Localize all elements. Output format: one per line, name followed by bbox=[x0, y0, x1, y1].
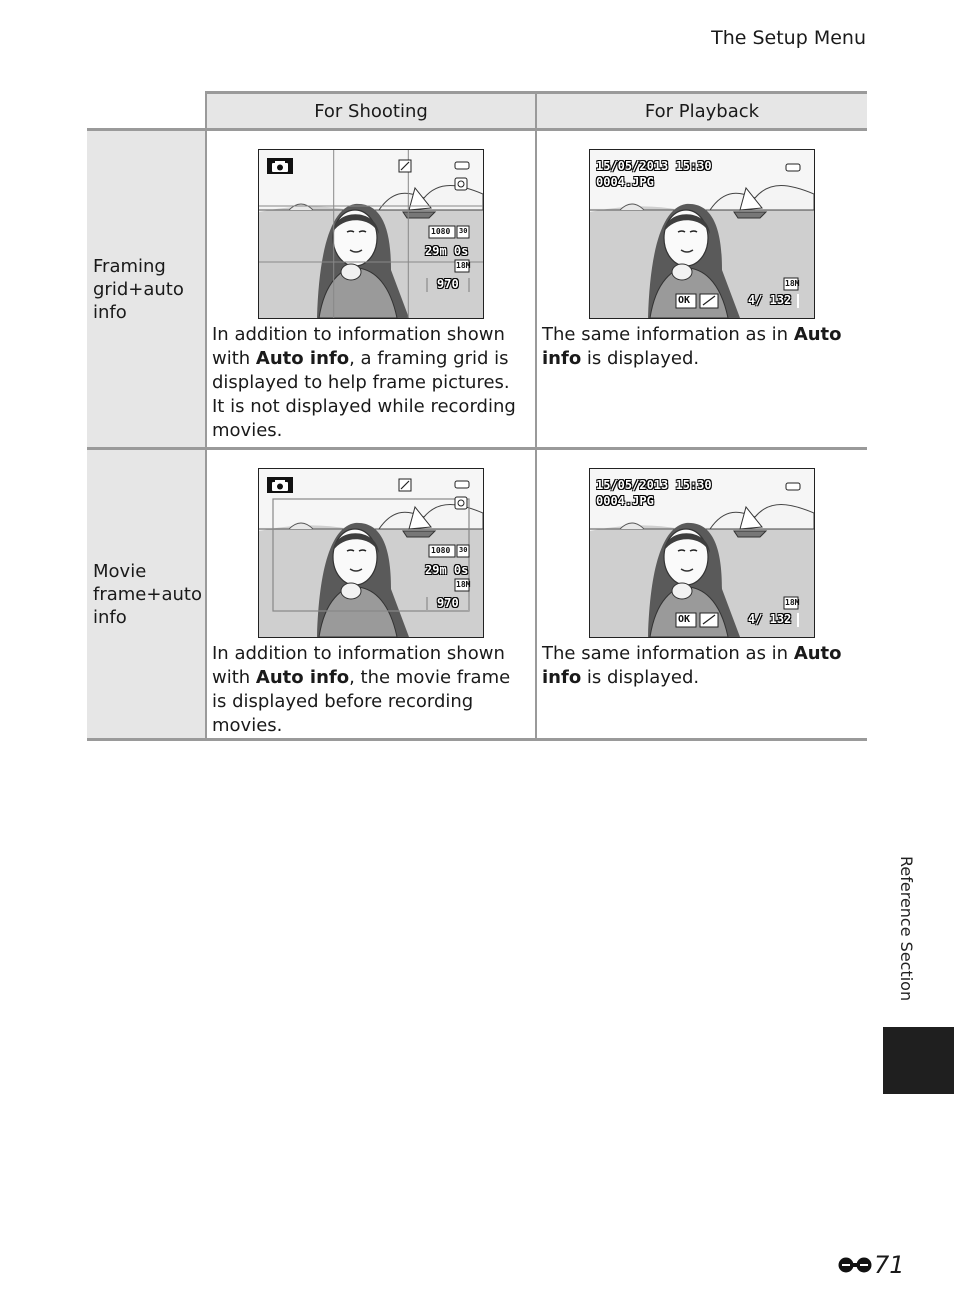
playback-cell bbox=[536, 130, 867, 449]
row-label: Movie frame+auto info bbox=[87, 449, 206, 740]
shooting-description: In addition to information shown with Auto info, the movie frame is displayed before recording movies. bbox=[212, 643, 511, 736]
image-size-icon: 18M bbox=[456, 580, 471, 589]
blank-header-cell bbox=[87, 93, 206, 130]
side-tab-block bbox=[883, 1027, 954, 1094]
movie-fps-icon: 30 bbox=[459, 546, 468, 554]
image-size-icon: 18M bbox=[456, 261, 471, 270]
image-size-icon: 18M bbox=[785, 279, 800, 288]
movie-time-remaining: 29m 0s bbox=[425, 244, 469, 258]
playback-description: The same information as in Auto info is displayed. bbox=[542, 324, 842, 369]
table-row-movie-frame bbox=[87, 449, 867, 740]
movie-fps-icon: 30 bbox=[459, 227, 468, 235]
file-name-display: 0004.JPG bbox=[596, 494, 654, 508]
shooting-description: In addition to information shown with Auto info, a framing grid is displayed to help frame pictures. It is not displayed while recording movies. bbox=[212, 324, 516, 441]
movie-resolution-icon: 1080 bbox=[431, 227, 451, 236]
page-header-title: The Setup Menu bbox=[711, 27, 866, 49]
frame-counter-display: 4/ 132 bbox=[748, 612, 792, 626]
image-size-icon: 18M bbox=[785, 598, 800, 607]
ok-button-icon: OK bbox=[678, 295, 691, 306]
date-time-display: 15/05/2013 15:30 bbox=[596, 478, 712, 492]
shooting-screen-frame-image bbox=[258, 468, 484, 638]
playback-description: The same information as in Auto info is displayed. bbox=[542, 643, 842, 688]
ok-button-icon: OK bbox=[678, 614, 691, 625]
page-number: 71 bbox=[838, 1251, 905, 1279]
exposures-remaining: 970 bbox=[437, 596, 459, 610]
side-tab-label: Reference Section bbox=[897, 856, 916, 1002]
playback-cell bbox=[536, 449, 867, 740]
column-header-playback: For Playback bbox=[536, 93, 867, 130]
shooting-screen-grid-image bbox=[258, 149, 484, 319]
frame-counter-display: 4/ 132 bbox=[748, 293, 792, 307]
column-header-shooting: For Shooting bbox=[206, 93, 536, 130]
exposures-remaining: 970 bbox=[437, 277, 459, 291]
playback-screen-image bbox=[589, 149, 815, 319]
row-label: Framing grid+auto info bbox=[87, 130, 206, 449]
display-options-table bbox=[87, 91, 867, 741]
shooting-cell bbox=[206, 449, 536, 740]
shooting-cell bbox=[206, 130, 536, 449]
movie-time-remaining: 29m 0s bbox=[425, 563, 469, 577]
e-reference-icon bbox=[838, 1254, 872, 1276]
file-name-display: 0004.JPG bbox=[596, 175, 654, 189]
playback-screen-image bbox=[589, 468, 815, 638]
table-row-framing-grid bbox=[87, 130, 867, 449]
date-time-display: 15/05/2013 15:30 bbox=[596, 159, 712, 173]
movie-resolution-icon: 1080 bbox=[431, 546, 451, 555]
